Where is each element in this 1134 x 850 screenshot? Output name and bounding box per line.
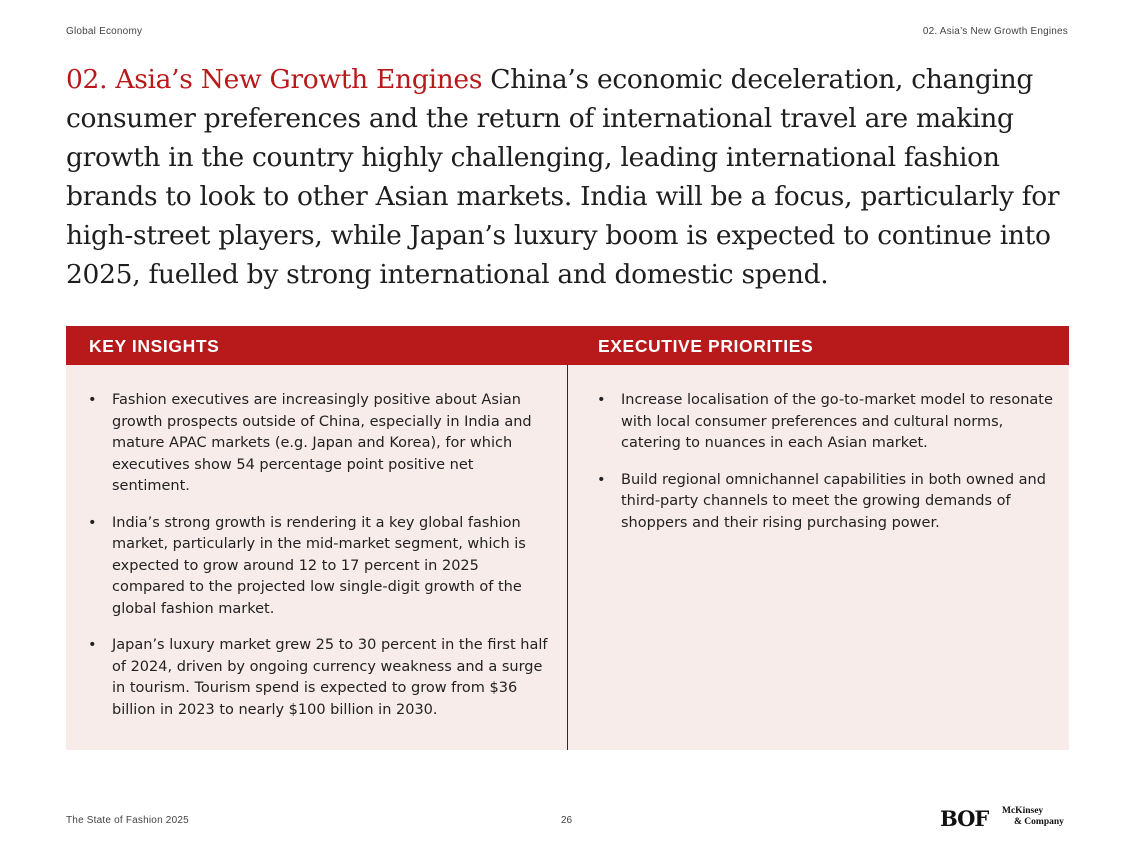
lead-paragraph [66, 60, 1066, 294]
column-divider [567, 365, 568, 750]
footer-report-title: The State of Fashion 2025 [66, 815, 189, 826]
executive-priority-item: • Build regional omnichannel capabilities in both owned and third-party channels to meet the growing demands of shoppers and their rising purchasing power. [597, 470, 1057, 535]
key-insight-item: • India’s strong growth is rendering it a key global fashion market, particularly in the mid-market segment, which is expected to grow around 12 to 17 percent in 2025 compared to the projected low single-digit growth of the global fashion market. [88, 513, 553, 621]
lead-title: 02. Asia’s New Growth Engines [66, 64, 483, 95]
header-chapter: 02. Asia’s New Growth Engines [922, 26, 1068, 37]
header-section: Global Economy [66, 26, 143, 37]
bof-logo: BOF [940, 806, 989, 831]
executive-priorities-list [597, 390, 1057, 549]
lead-body: China’s economic deceleration, changing consumer preferences and the return of international travel are making growth in the country highly challenging, leading international fashion brands to look to other Asian markets. India will be a focus, particularly for high-street players, while Japan’s luxury boom is expected to continue into 2025, fuelled by strong international and domestic spend. [66, 64, 1060, 290]
key-insight-item: • Japan’s luxury market grew 25 to 30 percent in the first half of 2024, driven by ongoing currency weakness and a surge in tourism. Tourism spend is expected to grow from $36 billion in 2023 to nearly $100 billion in 2030. [88, 635, 553, 721]
insights-panel [66, 326, 1069, 750]
key-insights-heading: KEY INSIGHTS [89, 336, 220, 356]
page-number: 26 [561, 815, 573, 826]
executive-priorities-heading: EXECUTIVE PRIORITIES [598, 336, 814, 356]
mckinsey-logo [1002, 806, 1072, 828]
panel-header [66, 326, 1069, 365]
executive-priority-item: • Increase localisation of the go-to-market model to resonate with local consumer preferences and cultural norms, catering to nuances in each Asian market. [597, 390, 1057, 455]
key-insight-item: • Fashion executives are increasingly positive about Asian growth prospects outside of China, especially in India and mature APAC markets (e.g. Japan and Korea), for which executives show 54 percentage point positive net sentiment. [88, 390, 553, 498]
mckinsey-logo-line1: McKinsey [1002, 806, 1044, 816]
mckinsey-logo-line2: & Company [1014, 817, 1064, 827]
key-insights-list [88, 390, 553, 736]
